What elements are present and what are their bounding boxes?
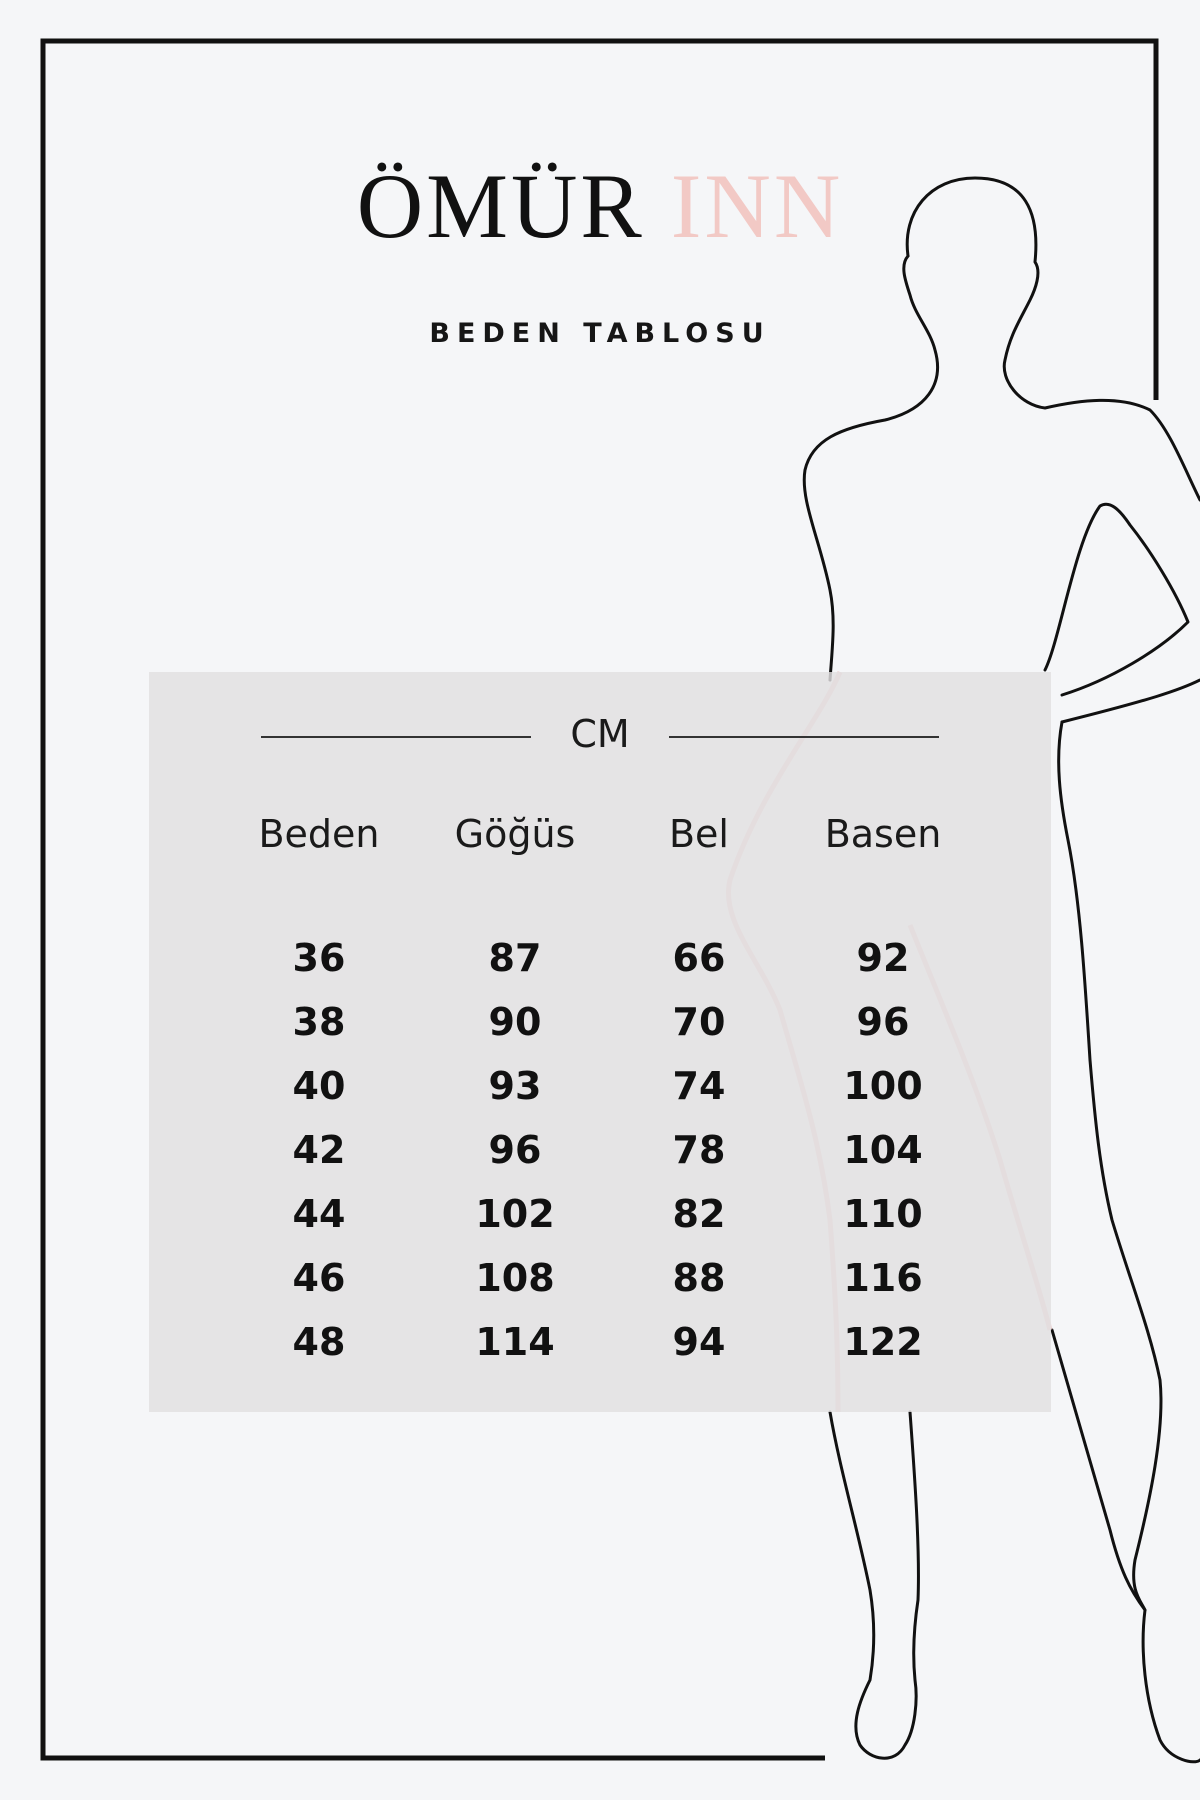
column-header-bel: Bel xyxy=(668,812,729,856)
table-cell-bel: 70 xyxy=(672,1000,726,1044)
table-cell-gogus: 90 xyxy=(488,1000,542,1044)
table-cell-bel: 82 xyxy=(672,1192,726,1236)
table-cell-gogus: 87 xyxy=(488,936,542,980)
unit-label: CM xyxy=(570,712,630,756)
table-cell-gogus: 96 xyxy=(488,1128,542,1172)
size-table-panel xyxy=(149,672,1051,1412)
table-cell-basen: 92 xyxy=(856,936,910,980)
table-cell-beden: 36 xyxy=(292,936,346,980)
table-cell-beden: 42 xyxy=(292,1128,346,1172)
table-cell-basen: 110 xyxy=(843,1192,923,1236)
table-cell-bel: 74 xyxy=(672,1064,726,1108)
table-cell-beden: 44 xyxy=(292,1192,346,1236)
brand-name-secondary: INN xyxy=(670,155,844,257)
table-cell-beden: 46 xyxy=(292,1256,346,1300)
table-cell-basen: 104 xyxy=(843,1128,923,1172)
table-cell-bel: 94 xyxy=(672,1320,726,1364)
table-cell-basen: 100 xyxy=(843,1064,923,1108)
unit-divider-right xyxy=(669,736,939,738)
page-title: BEDEN TABLOSU xyxy=(429,318,771,349)
table-cell-bel: 88 xyxy=(672,1256,726,1300)
table-cell-basen: 96 xyxy=(856,1000,910,1044)
table-cell-gogus: 114 xyxy=(475,1320,555,1364)
column-header-beden: Beden xyxy=(258,812,380,856)
table-cell-beden: 48 xyxy=(292,1320,346,1364)
column-header-basen: Basen xyxy=(824,812,942,856)
table-cell-beden: 40 xyxy=(292,1064,346,1108)
table-cell-gogus: 93 xyxy=(488,1064,542,1108)
table-cell-gogus: 108 xyxy=(475,1256,555,1300)
table-cell-beden: 38 xyxy=(292,1000,346,1044)
table-cell-basen: 116 xyxy=(843,1256,923,1300)
column-header-gogus: Göğüs xyxy=(454,812,576,856)
table-cell-basen: 122 xyxy=(843,1320,923,1364)
table-cell-gogus: 102 xyxy=(475,1192,555,1236)
table-cell-bel: 66 xyxy=(672,936,726,980)
brand-name-primary: ÖMÜR xyxy=(356,155,645,257)
table-cell-bel: 78 xyxy=(672,1128,726,1172)
brand-logo xyxy=(0,155,1200,257)
